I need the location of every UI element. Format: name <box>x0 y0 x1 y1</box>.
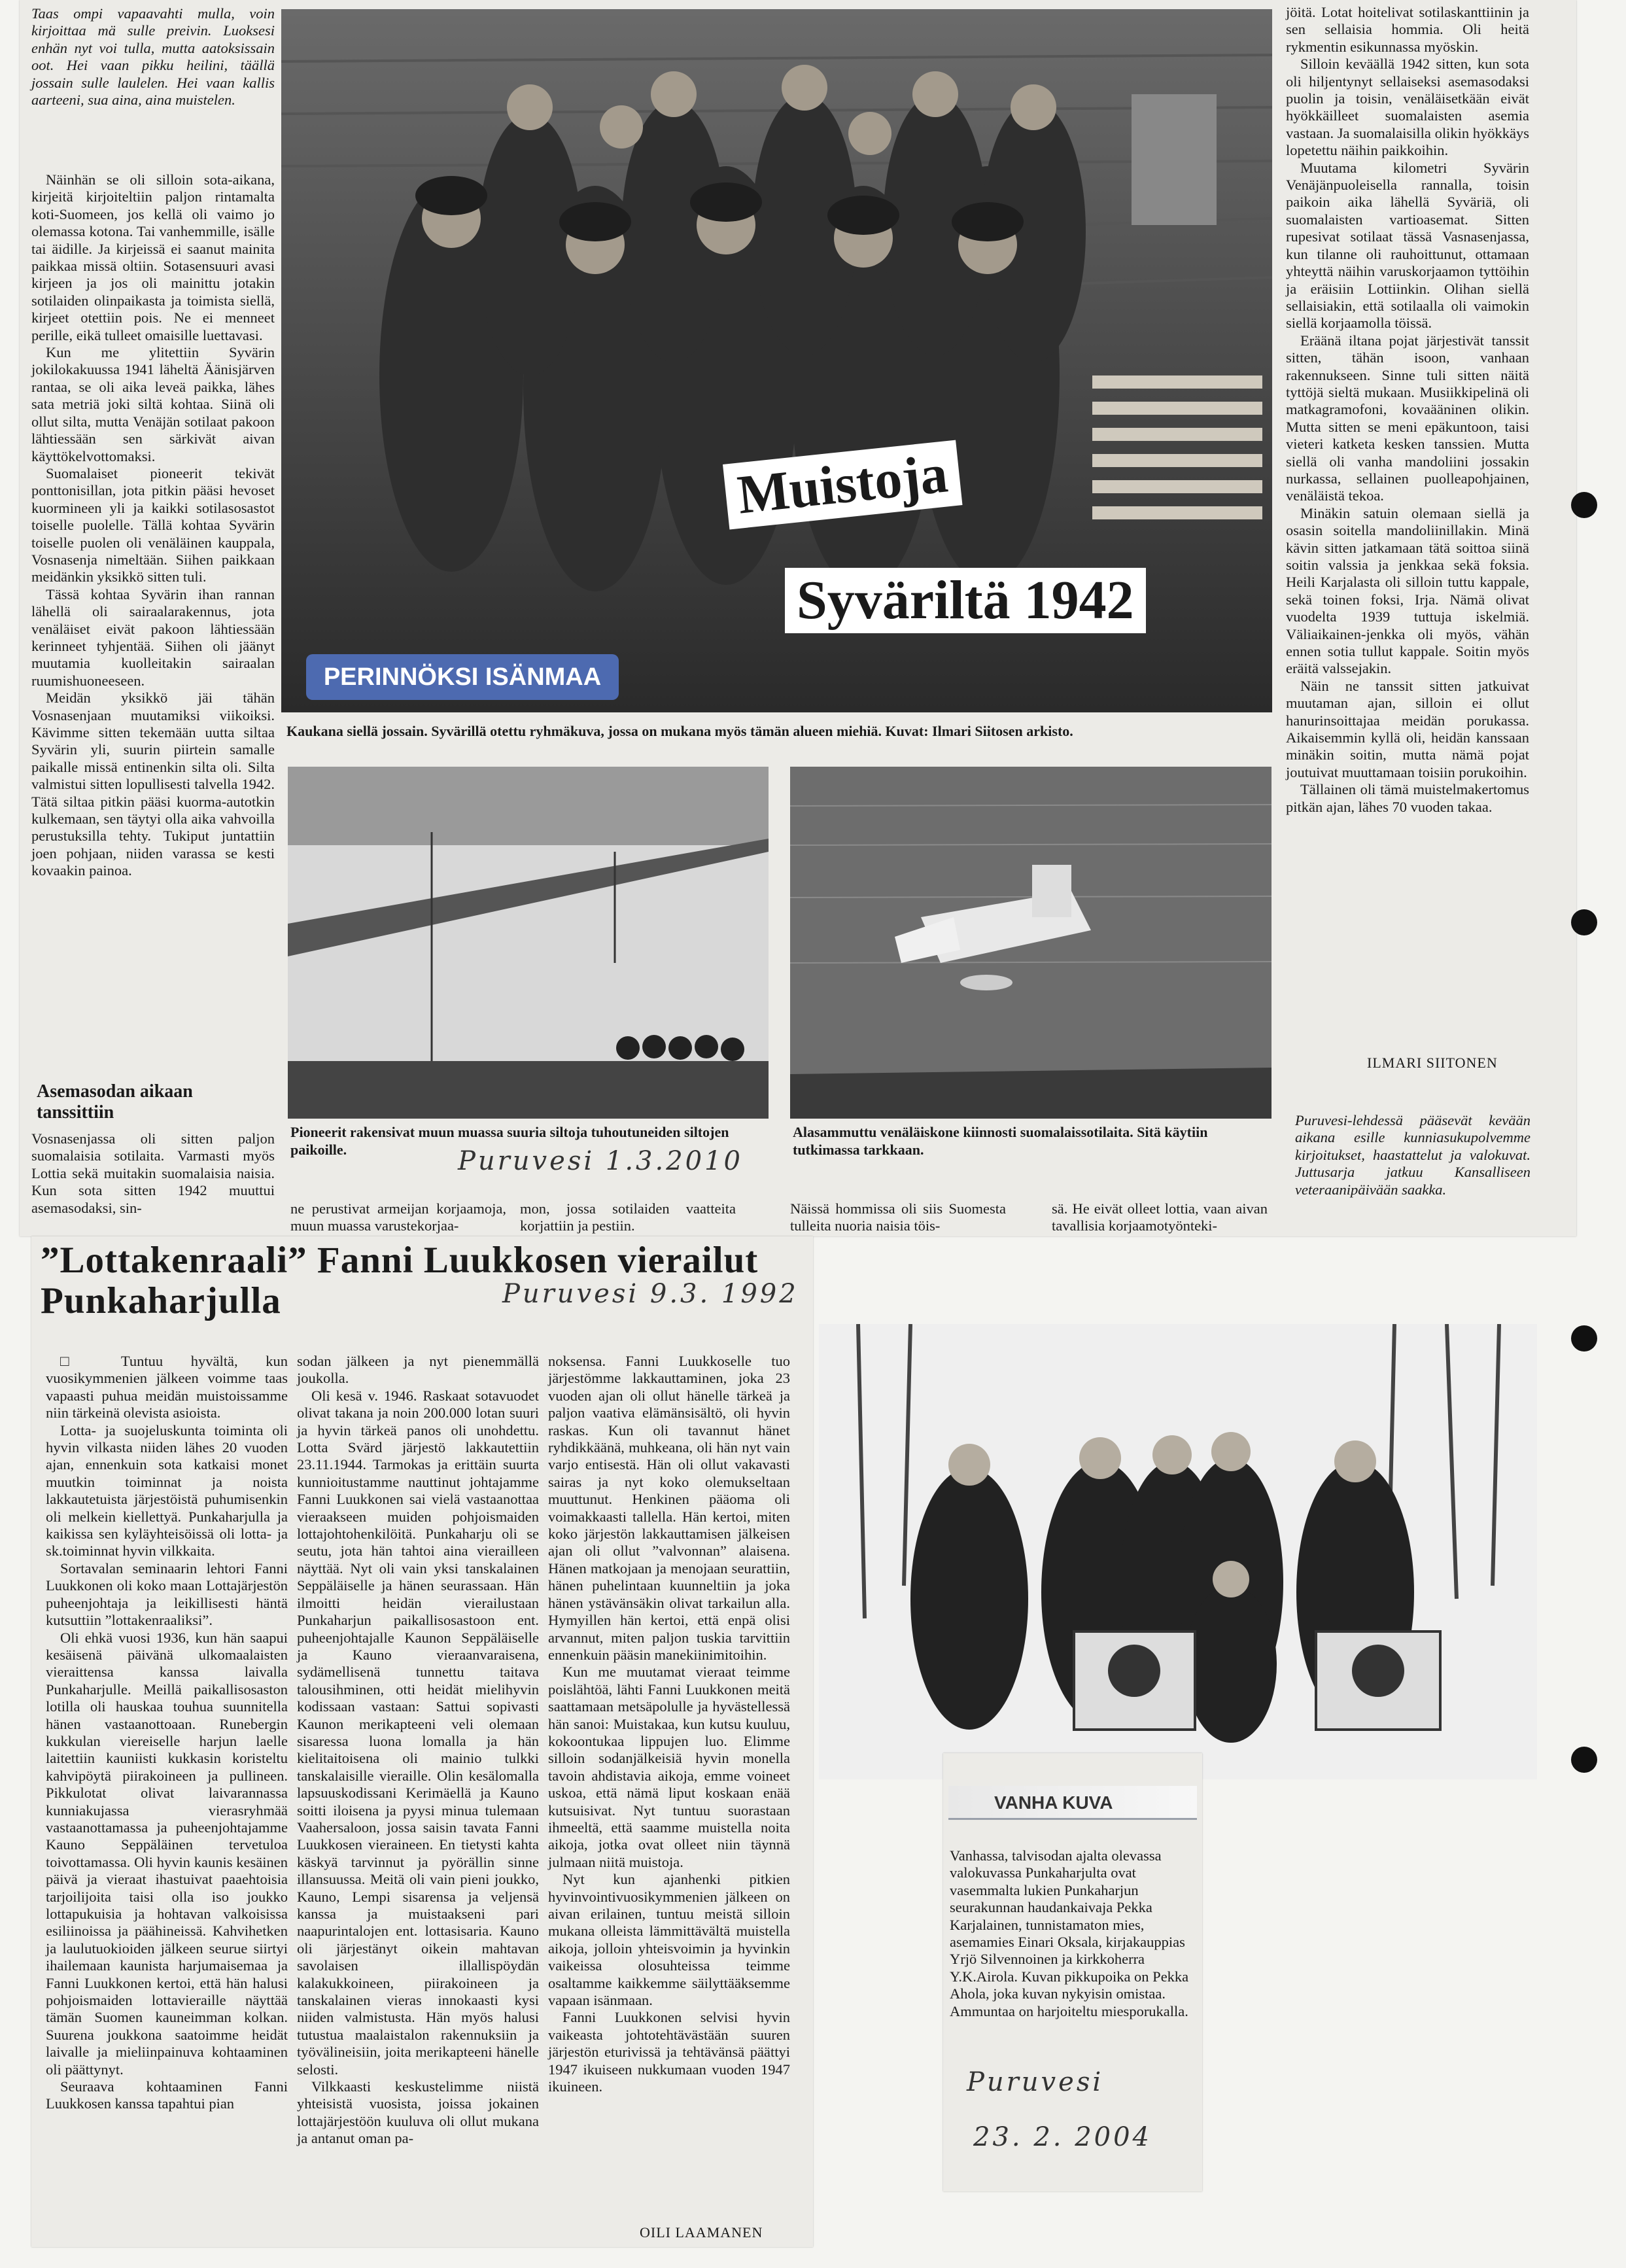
handwritten-date-article1: Puruvesi 1.3.2010 <box>458 1146 743 1176</box>
article2-column3 <box>548 1353 790 2095</box>
paragraph: Minäkin satuin olemaan siellä ja osasin soitella mandoliinillakin. Minä kävin sitten jatkamaan tätä soittoa siinä soitin valssia ja jenkkaa sekä foksia. Heili Karjalasta oli silloin tuttu kappale, sekä toinen foksi, Irja. Nämä olivat vuodelta 1939 tuttuja iskelmiä. Väliaikainen-jenkka oli myös, vähän ennen sotia tullut kappale. Soitin myös eräitä valssejakin. <box>1286 504 1529 677</box>
article1-fragment-b: mon, jossa sotilaiden vaatteita korjattiin ja pestiin. <box>520 1200 736 1234</box>
article1-column3 <box>1286 4 1529 816</box>
plane-photo <box>790 767 1271 1119</box>
article1-fragment-d: sä. He eivät olleet lottia, vaan aivan tavallisia korjaamotyönteki- <box>1052 1200 1268 1234</box>
handwritten-date-article3: 23. 2. 2004 <box>973 2122 1152 2152</box>
paragraph: Suomalaiset pioneerit tekivät ponttonisillan, jota pitkin pääsi hevoset kuormineen yli ja kaikki sotilasosastot toiselle puolelle. Tällä kohtaa Syvärin toiselle puolen oli venäläinen kauppala, Vosnasenja nimeltään. Siihen paikkaan meidänkin yksikkö sitten tuli. <box>31 464 275 585</box>
article1-series-note: Puruvesi-lehdessä pääsevät kevään aikana esille kunniasukupolvemme kirjoitukset, haastattelut ja valokuvat. Juttusarja jatkuu Kansalliseen veteraanipäivään saakka. <box>1295 1112 1531 1198</box>
paragraph: Meidän yksikkö jäi tähän Vosnasenjaan muutamiksi viikoiksi. Kävimme sitten tekemään uutta siltaa Syvärin yli, suurin piirtein samalle paikalle missä entinenkin silta oli. Silta valmistui sitten lopullisesti talvella 1942. Tätä siltaa pitkin pääsi kuorma-autotkin kulkemaan, sen täytyi olla aika vahvoilla perustuksilla tehty. Tukiput juntattiin joen pohjaan, niiden varassa se kesti kovaakin painoa. <box>31 689 275 879</box>
paragraph: Sortavalan seminaarin lehtori Fanni Luukkonen oli koko maan Lottajärjestön puheenjohtaja ja leikillisesti häntä kutsuttiin ”lottakenraaliksi”. <box>46 1560 288 1629</box>
paragraph: □ Tuntuu hyvältä, kun vuosikymmenien jälkeen voimme taas vapaasti puhua meidän muistoissamme niin tärkeinä olevista asioista. <box>46 1353 288 1422</box>
paragraph: Näinhän se oli silloin sota-aikana, kirjeitä kirjoiteltiin paljon rintamalta koti-Suomeen, jos kellä oli vaimo jo olemassa kotona. Tai vanhemmille, isälle tai äidille. Ja kirjeissä ei saanut mainita paikkaa missä oltiin. Sotasensuuri avasi kirjeen ja jos oli mainittu jotakin sotilaiden olinpaikasta ja toimista siellä, kirjeet otettiin pois. Ne ei menneet perille, eikä tulleet omaisille luettavasi. <box>31 171 275 343</box>
main-photo-caption: Kaukana siellä jossain. Syvärillä otettu ryhmäkuva, jossa on mukana myös tämän alueen miehiä. Kuvat: Ilmari Siitosen arkisto. <box>286 723 1073 739</box>
article1-title-line2: Syväriltä 1942 <box>785 568 1146 633</box>
paragraph: Muutama kilometri Syvärin Venäjänpuoleisella rannalla, toisin paikoin aika lähellä Syväriä, oli suomalaisten vartioasemat. Sitten rupesivat sotilaat tässä Vasnasenjassa, kun tilanne oli rauhoittunut, ottamaan yhteyttä näihin varuskorjaamon tyttöihin ja eräisiin Lottiinkin. Olihan siellä sellaisiakin, että sotilaalla oli vaimokin siellä korjaamolla töissä. <box>1286 159 1529 332</box>
paragraph: Seuraava kohtaaminen Fanni Luukkosen kanssa tapahtui pian <box>46 2078 288 2112</box>
paragraph: Kun me muutamat vieraat teimme poislähtöä, lähti Fanni Luukkonen meitä saattamaan metsäpolulle ja hyvästellessä hän sanoi: Muistakaa, kun kutsu kuuluu, kokoontukaa lippujen luo. Elimme silloin sodanjälkeisiä hyvin monella tavoin ahdistavia aikoja, emme voineet uskoa, että nämä liput koskaan enää kutsuisivat. Nyt tuntuu suorastaan ihmeeltä, että saamme muistella noita aikoja, jotka ovat olleet niin täynnä julmaan niitä muistoja. <box>548 1664 790 1870</box>
binder-hole <box>1571 492 1597 518</box>
paragraph: noksensa. Fanni Luukkoselle tuo järjestömme lakkauttaminen, joka 23 vuoden ajan oli ollut hänelle tärkeä ja paljon vaativa elämänsisältö, oli hyvin raskas. Kun oli tavannut hänet ryhdikkäänä, muhkeana, oli hän nyt vain varjo entisestä. Hän oli ollut vakavasti sairas ja nyt koko olemukseltaan muuttunut. Henkinen pääoma oli voimakkaasti tallella. Hän kertoi, miten koko järjestön lakkauttamisen jälkeisen ajan oli ollut ”valvonnan” alaisena. Hänen matkojaan ja menojaan seurattiin, hänen puhelintaan kuunneltiin ja joka hänen ystävänsäkin olivat tarkailun alla. Hymyillen hän kertoi, että enpä olisi arvannut, miten paljon tuskia tarvittiin ennenkuin pääsin manekiinimitoihin. <box>548 1353 790 1663</box>
article1-intro: Taas ompi vapaavahti mulla, voin kirjoittaa mä sulle preivin. Luoksesi enhän nyt voi tulla, mutta aatoksissain oot. Hei vaan pikku heilini, täällä jossain sulle laulelen. Hei vaan kallis aarteeni, sua aina, aina muistelen. <box>31 5 275 109</box>
article1-column1-end <box>31 1130 275 1217</box>
paragraph: Vosnasenjassa oli sitten paljon suomalaisia sotilaita. Varmasti myös Lottia sekä muitakin suomalaisia naisia. Kun sota sitten 1942 muuttui asemasodaksi, sin- <box>31 1130 275 1216</box>
article2-headline: ”Lottakenraali” Fanni Luukkosen vierailut Punkaharjulla <box>41 1240 759 1321</box>
paragraph: Eräänä iltana pojat järjestivät tanssit sitten, tähän isoon, vanhaan rakennukseen. Sinne tuli sitten näitä tyttöjä sieltä mukaan. Musiikkipelinä oli matkagramofoni, kovaääninen olikin. Mutta sitten se meni epäkuntoon, taisi vieteri katketa kesken tanssien. Mutta siellä oli vanha mandoliini jossakin nurkassa, sellainen puolleapohjainen, venäläistä tekoa. <box>1286 332 1529 504</box>
article1-title-line1: Muistoja <box>723 440 962 530</box>
paragraph: Fanni Luukkonen selvisi hyvin vaikeasta johtotehtävästään suuren järjestön eturivissä ja tehtävänsä päättyi 1947 ikuiseen nukkumaan vuoden 1947 ikuineen. <box>548 2009 790 2095</box>
article1-subhead: Asemasodan aikaan tanssittiin <box>37 1081 193 1123</box>
bridge-photo <box>288 767 769 1119</box>
bridge-photo-caption: Pioneerit rakensivat muun muassa suuria siltoja tuhoutuneiden siltojen paikoille. <box>290 1124 729 1158</box>
article3-text: Vanhassa, talvisodan ajalta olevassa valokuvassa Punkaharjulta ovat vasemmalta lukien Punkaharjun seurakunnan haudankaivaja Pekka Karjalainen, tunnistamaton mies, asemamies Einari Oksala, kirjakauppias Yrjö Silvennoinen ja kirkkoherra Y.K.Airola. Kuvan pikkupoika on Pekka Ahola, joka kuvan nykyisin omistaa. Ammuntaa on harjoiteltu miesporukalla. <box>950 1847 1189 2019</box>
paragraph: Nyt kun ajanhenki pitkien hyvinvointivuosikymmenien jälkeen on aivan erilainen, tuntuu meistä silloin mukana olleista lämmittävältä muistella aikoja, jolloin yhteisvoimin ja hyvinkin vaikeissa olosuhteissa teimme osaltamme kaikkemme säilyttääksemme vapaan isänmaan. <box>548 1871 790 2009</box>
winter-photo-illustration <box>819 1324 1537 1779</box>
paragraph: Oli kesä v. 1946. Raskaat sotavuodet olivat takana ja noin 200.000 lotan suuri ja hyvin tärkeä panos oli unohdettu. Lotta Svärd järjestö lakkautettiin 23.11.1944. Tarmokas ja erittäin suurta kunnioitustamme nauttinut johtajamme Fanni Luukkonen sai vielä vastaanottaa vieraakseen muiden pohjoismaiden lottajohtohenkilöitä. Punkaharju oli se seutu, jota hän tahtoi aina vierailleen näyttää. Nyt oli vain yksi tanskalainen Seppäläiselle ja hänen seurassaan. Hän ilmoitti heidän vierailustaan Punkaharjun paikallisosastoon ent. puheenjohtajalle Kaunon Seppäläiselle ja Kauno vieraanvaraisena, sydämellisenä tunnettu taitava talousihminen, otti heidät mielihyvin kodissaan vastaan: Sattui sopivasti Kaunon merikapteeni veli olemaan sisaressa luona lomalla ja hän kielitaitoisena oli mainio tulkki tanskalaisille vieraille. Olin kesälomalla lapsuuskodissani Kerimäellä ja Kauno soitti iloisena ja pyysi minua tulemaan Vaahersaloon, jossa saisin tavata Fanni Luukkosen vieraineen. En tietysti kahta käskyä tarvinnut ja pyörällin sinne illansuussa. Meitä oli vain pieni joukko, Kauno, Lempi sisarensa ja veljensä kanssa ja muistaakseni pari naapurintalojen ent. lottasisaria. Kauno oli järjestänyt oikein mahtavan savolaisen illallispöydän kalakukkoineen, piirakoineen ja tanskalainen vieras innokaasti kysi niiden valmistusta. Hän myös halusi tutustua maalaistalon rakennuksiin ja työvälineisiin, joita merikapteeni hänelle selosti. <box>297 1387 539 2078</box>
paragraph: Tällainen oli tämä muistelmakertomus pitkän ajan, lähes 70 vuoden takaa. <box>1286 781 1529 815</box>
series-badge: PERINNÖKSI ISÄNMAA <box>306 654 619 700</box>
paragraph: sodan jälkeen ja nyt pienemmällä joukolla. <box>297 1353 539 1387</box>
article2-column2 <box>297 1353 539 2148</box>
article2-author: OILI LAAMANEN <box>640 2224 763 2241</box>
binder-hole <box>1571 1747 1597 1773</box>
paragraph: Vilkkaasti keskustelimme niistä yhteisistä vuosista, joissa jokainen lottajärjestöön kuuluva oli ollut mukana ja antanut oman pa- <box>297 2078 539 2147</box>
article1-column1 <box>31 171 275 880</box>
vanha-kuva-label: VANHA KUVA <box>948 1786 1197 1820</box>
plane-photo-illustration <box>790 767 1271 1119</box>
paragraph: Oli ehkä vuosi 1936, kun hän saapui kesäisenä päivänä ulkomaalaisten vieraittensa kanssa laivalla Punkaharjulle. Meillä paikallisosaston lotilla oli hauskaa touhua suunnitella hänen vastaanottoaan. Runebergin kukkulan viereiselle harjun laelle laitettiin kauniisti kukkasin koristeltu kahvipöytä piirakoineen ja pullineen. Pikkulotat olivat laivarannassa kunniakujassa vierasryhmää vastaanottamassa ja puheenjohtajamme Kauno Seppäläinen tervetuloa toivottamassa. Oli hyvin kaunis kesäinen päivä ja vieraat ihastuivat paaehtoisia tarjoilijoita taisi olla iso joukko lottapukuisia ja hohtavan valkoisissa esiliinoissa ja päähineissä. Kahvihetken ja laulutuokioiden jälkeen seurue siirtyi ihailemaan kaunista harjumaisemaa ja Fanni Luukkonen kertoi, että hän halusi pohjoismaiden lottavieraille näyttää tämän Suomen kauneimman kolkan. Suurena joukkona saatoimme heidät laivalle ja mieliinpainuva kohtaaminen oli päättynyt. <box>46 1629 288 2078</box>
paragraph: Kun me ylitettiin Syvärin jokilokakuussa 1941 läheltä Äänisjärven rantaa, se oli aika leveä paikka, lähes sata metriä joki siltä kohtaa. Siinä oli ollut silta, mutta Venäjän sotilaat pakoon lähtiessään sen särkivät aivan käyttökelvottomaksi. <box>31 344 275 464</box>
binder-hole <box>1571 909 1597 935</box>
bridge-photo-illustration <box>288 767 769 1119</box>
handwritten-date-article2: Puruvesi 9.3. 1992 <box>502 1279 799 1309</box>
winter-group-photo <box>819 1324 1537 1779</box>
paragraph: Näin ne tanssit sitten jatkuivat muutaman ajan, silloin ei ollut hanurinsoittajaa meidän porukassa. Aikaisemmin kyllä oli, heidän kanssaan minäkin soitin, mutta nämä pojat joutuivat muuttamaan toisiin porukoihin. <box>1286 677 1529 780</box>
article2-column1 <box>46 1353 288 2113</box>
paragraph: Lotta- ja suojeluskunta toiminta oli hyvin vilkasta niiden lähes 20 vuoden ajan, ennenkuin sota katkaisi monet muutkin toiminnat ja noista lakkautetuista järjestöistä puhumisenkin oli melkein kiellettyä. Punkaharjulla ja kaikissa sen kyläyhteisöissä oli lotta- ja sk.toiminnat hyvin vilkkaita. <box>46 1422 288 1560</box>
handwritten-source-article3: Puruvesi <box>967 2067 1104 2097</box>
article1-fragment-c: Näissä hommissa oli siis Suomesta tulleita nuoria naisia töis- <box>790 1200 1006 1234</box>
article1-fragment-a: ne perustivat armeijan korjaamoja, muun muassa varustekorjaa- <box>290 1200 506 1234</box>
binder-hole <box>1571 1325 1597 1352</box>
plane-photo-caption: Alasammuttu venäläiskone kiinnosti suomalaissotilaita. Sitä käytiin tutkimassa tarkkaan. <box>793 1124 1208 1158</box>
paragraph: Silloin keväällä 1942 sitten, kun sota oli hiljentynyt sellaiseksi asemasodaksi puolin ja toisin, venäläisetkään eivät hyökkäilleet suomalaisten asemia vastaan. Ja suomalaisilla olikin hyökkäys lopetettu näihin paikkoihin. <box>1286 56 1529 159</box>
article1-author: ILMARI SIITONEN <box>1367 1055 1498 1071</box>
paragraph: jöitä. Lotat hoitelivat sotilaskanttiinin ja sen sellaisia hommia. Oli heitä rykmentin esikunnassa myöskin. <box>1286 4 1529 55</box>
paragraph: Tässä kohtaa Syvärin ihan rannan lähellä oli sairaalarakennus, jota venäläiset eivät pakoon lähtiessään kerinneet tyhjentää. Siihen oli jäänyt muutamia kuolleitakin sairaalan ruumishuoneeseen. <box>31 585 275 689</box>
